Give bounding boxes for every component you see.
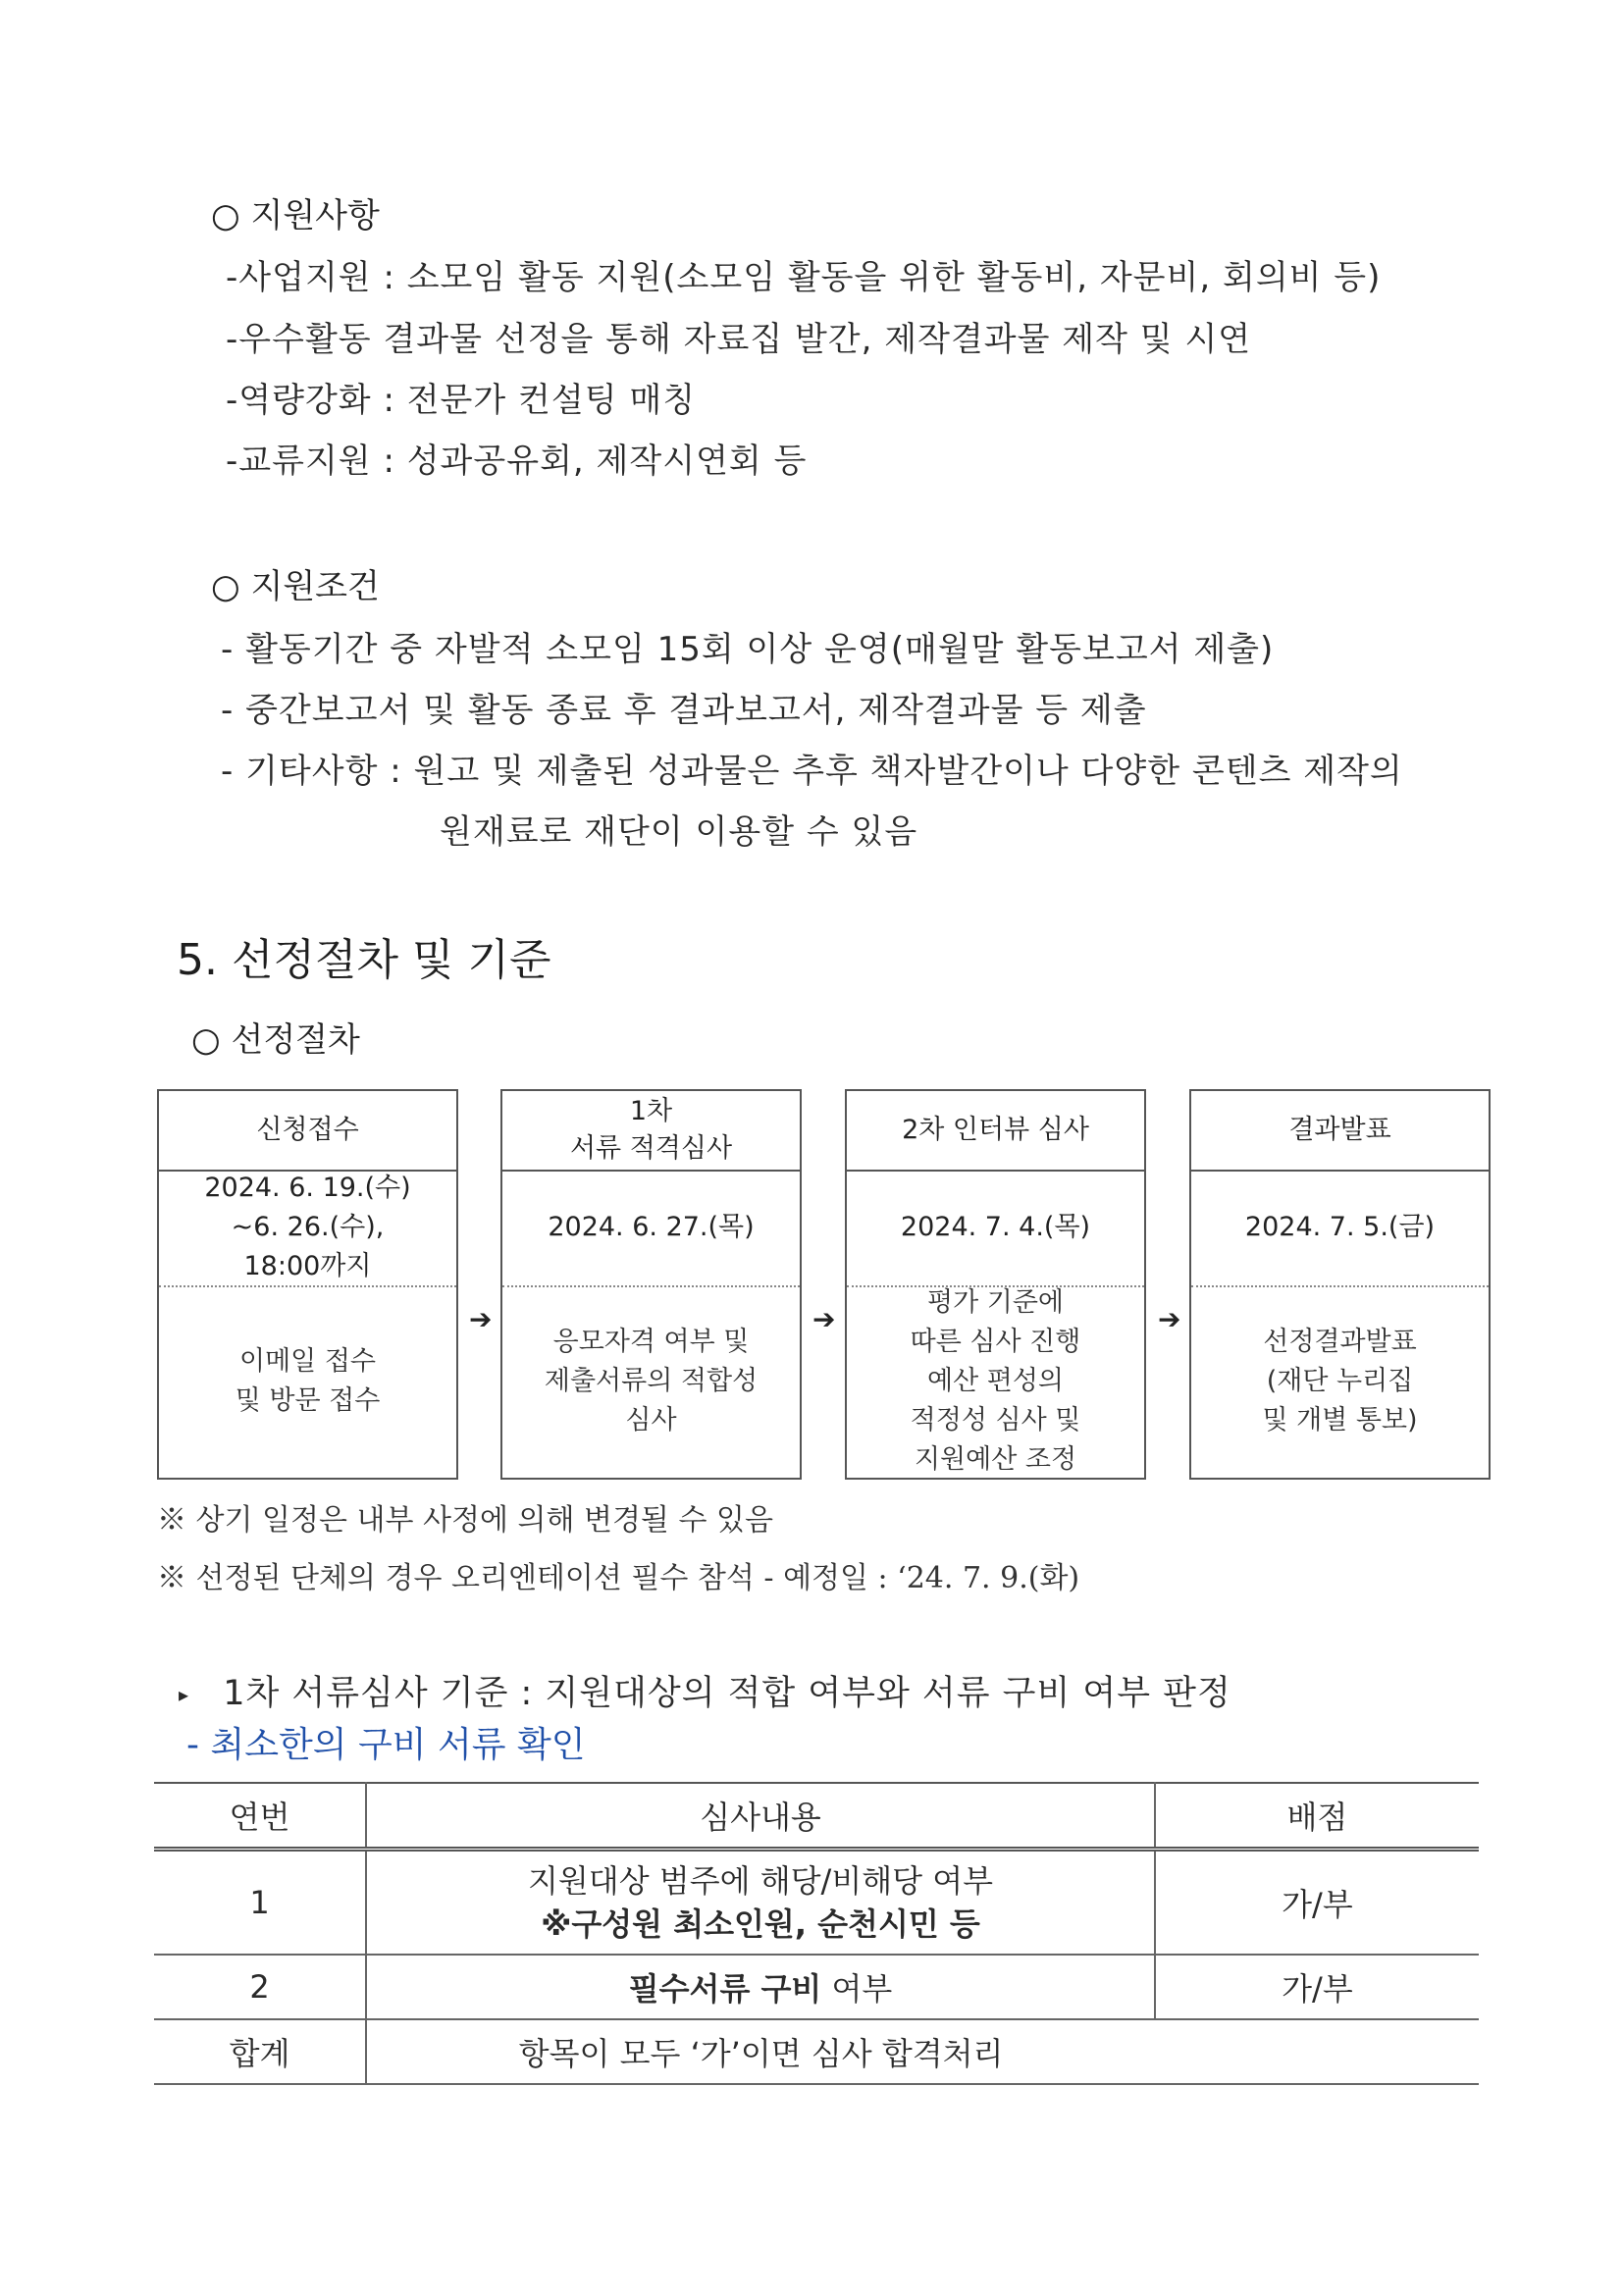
row-number: 1 <box>154 1850 366 1956</box>
column-header-content: 심사내용 <box>366 1783 1155 1850</box>
row-content-rest: 여부 <box>821 1970 893 2008</box>
column-header-no: 연번 <box>154 1783 366 1850</box>
procedure-step-interview <box>845 1089 1146 1480</box>
schedule-note: ※ 상기 일정은 내부 사정에 의해 변경될 수 있음 <box>157 1503 773 1538</box>
table-header-row <box>154 1783 1479 1850</box>
support-item-line: -우수활동 결과물 선정을 통해 자료집 발간, 제작결과물 제작 및 시연 <box>226 320 1252 359</box>
row-content-line: 지원대상 범주에 해당/비해당 여부 <box>527 1862 994 1900</box>
procedure-step-document-review <box>500 1089 802 1480</box>
circle-bullet-icon: ○ <box>191 1020 221 1060</box>
total-content: 항목이 모두 ‘가’이면 심사 합격처리 <box>366 2019 1479 2084</box>
support-condition-line: - 활동기간 중 자발적 소모임 15회 이상 운영(매월말 활동보고서 제출) <box>221 630 1275 669</box>
row-content-bold: 필수서류 구비 <box>628 1970 822 2008</box>
triangle-bullet-icon: ▸ <box>179 1683 190 1706</box>
circle-bullet-icon: ○ <box>211 196 240 235</box>
row-number: 2 <box>154 1955 366 2019</box>
support-condition-line: - 중간보고서 및 활동 종료 후 결과보고서, 제작결과물 등 제출 <box>221 691 1147 730</box>
procedure-step-announcement <box>1189 1089 1491 1480</box>
procedure-step-application <box>157 1089 458 1480</box>
step-description: 응모자격 여부 및 제출서류의 적합성 심사 <box>544 1327 759 1435</box>
arrow-right-icon: ➔ <box>469 1303 493 1335</box>
arrow-right-icon: ➔ <box>1158 1303 1181 1335</box>
criteria-table <box>154 1782 1479 2085</box>
column-header-score: 배점 <box>1155 1783 1479 1850</box>
row-content-note: ※구성원 최소인원, 순천시민 등 <box>541 1905 980 1943</box>
row-score: 가/부 <box>1155 1955 1479 2019</box>
step-description: 선정결과발표 (재단 누리집 및 개별 통보) <box>1262 1327 1418 1435</box>
table-row <box>154 1955 1479 2019</box>
table-row <box>154 1850 1479 1956</box>
support-item-line: -역량강화 : 전문가 컨설팅 매칭 <box>226 381 697 420</box>
criteria-heading: ▸ 1차 서류심사 기준 : 지원대상의 적합 여부와 서류 구비 여부 판정 <box>179 1674 1231 1713</box>
step-title: 결과발표 <box>1191 1091 1489 1172</box>
support-item-line: -사업지원 : 소모임 활동 지원(소모임 활동을 위한 활동비, 자문비, 회의비 등) <box>226 258 1382 297</box>
support-condition-line: 원재료로 재단이 이용할 수 있음 <box>440 812 918 852</box>
support-conditions-heading: ○ 지원조건 <box>211 567 380 606</box>
support-condition-line: - 기타사항 : 원고 및 제출된 성과물은 추후 책자발간이나 다양한 콘텐츠 제작의 <box>221 752 1403 791</box>
row-content <box>366 1850 1155 1956</box>
orientation-note: ※ 선정된 단체의 경우 오리엔테이션 필수 참석 - 예정일 : ‘24. 7. 9.(화) <box>157 1561 1080 1595</box>
total-label: 합계 <box>154 2019 366 2084</box>
row-content <box>366 1955 1155 2019</box>
step-date: 2024. 6. 27.(목) <box>502 1170 800 1287</box>
criteria-subheading: - 최소한의 구비 서류 확인 <box>186 1725 586 1765</box>
row-score: 가/부 <box>1155 1850 1479 1956</box>
step-description: 평가 기준에 따른 심사 진행 예산 편성의 적정성 심사 및 지원예산 조정 <box>910 1287 1081 1475</box>
step-title: 1차 서류 적격심사 <box>502 1091 800 1172</box>
procedure-heading: ○ 선정절차 <box>191 1020 360 1060</box>
step-description: 이메일 접수 및 방문 접수 <box>235 1346 381 1416</box>
arrow-right-icon: ➔ <box>812 1303 836 1335</box>
table-total-row <box>154 2019 1479 2084</box>
section-title: 5. 선정절차 및 기준 <box>177 935 551 985</box>
support-items-heading: ○ 지원사항 <box>211 196 380 235</box>
step-date: 2024. 7. 4.(목) <box>847 1170 1144 1287</box>
step-date: 2024. 7. 5.(금) <box>1191 1170 1489 1287</box>
step-title: 신청접수 <box>159 1091 456 1172</box>
support-item-line: -교류지원 : 성과공유회, 제작시연회 등 <box>226 442 808 481</box>
circle-bullet-icon: ○ <box>211 567 240 606</box>
step-title: 2차 인터뷰 심사 <box>847 1091 1144 1172</box>
step-date: 2024. 6. 19.(수) ~6. 26.(수), 18:00까지 <box>159 1170 456 1287</box>
